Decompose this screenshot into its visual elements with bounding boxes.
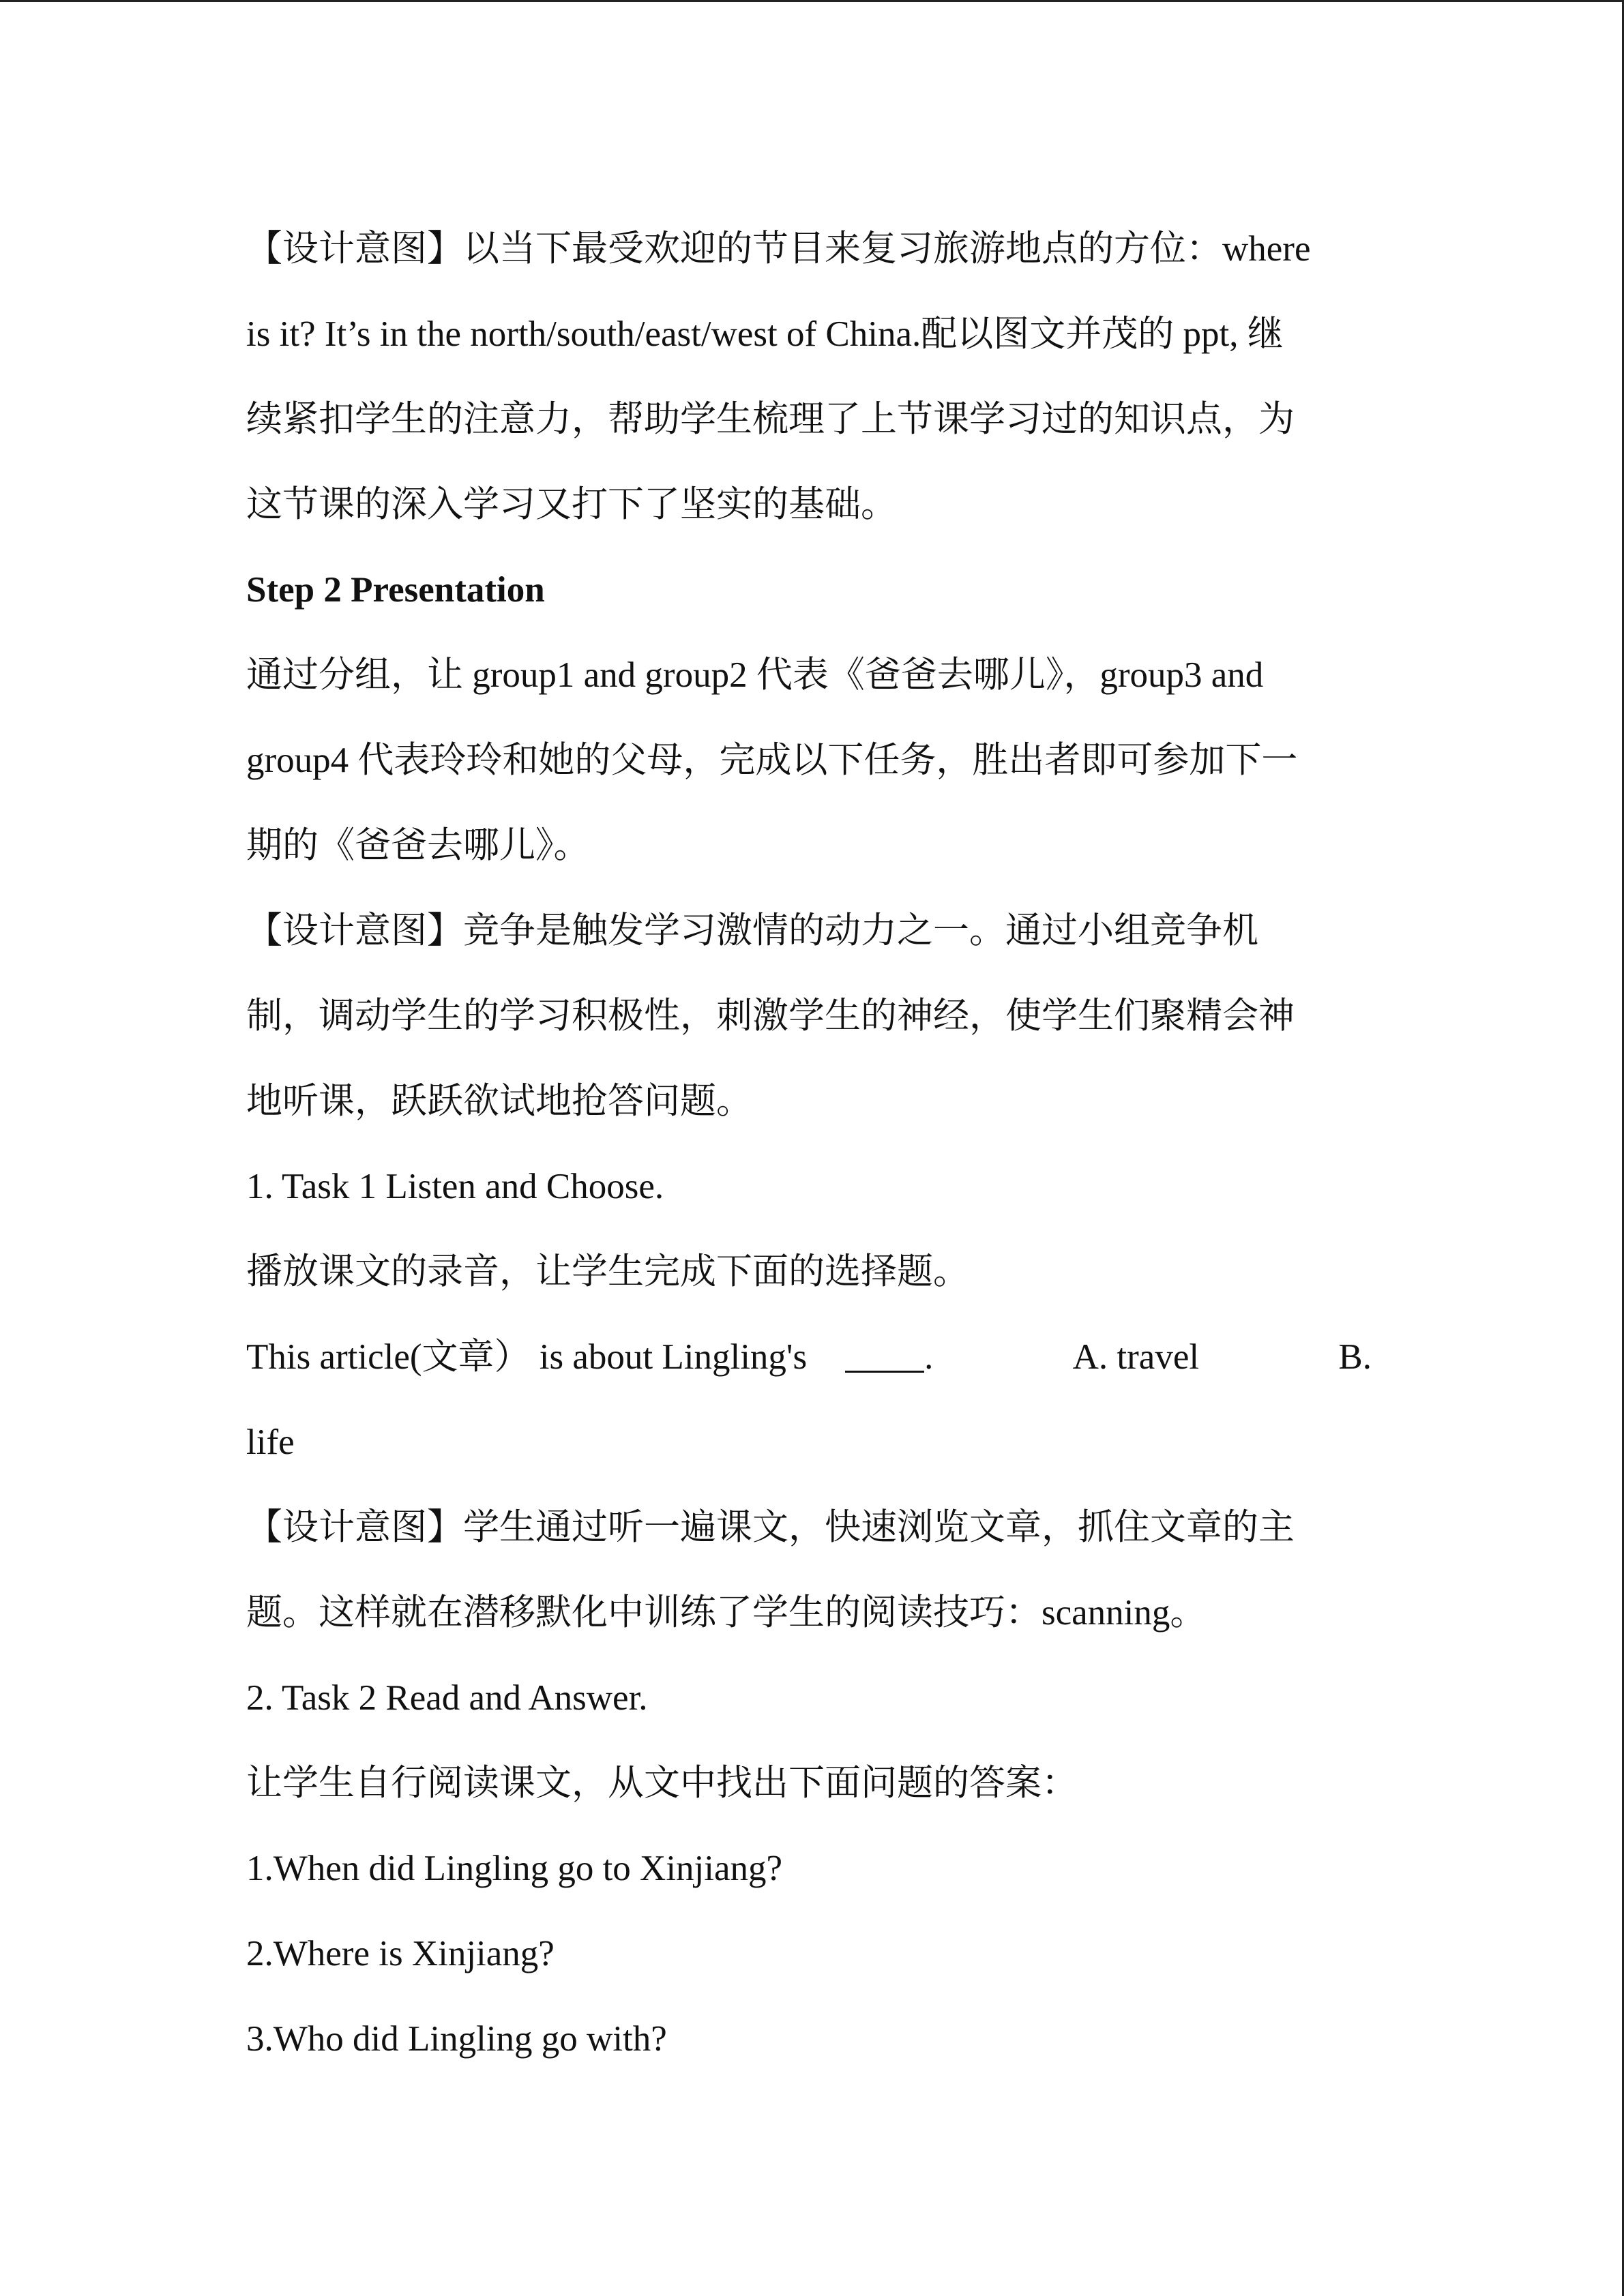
design-intent-1-line-2: is it? It’s in the north/south/east/west of China.配以图文并茂的 ppt, 继 xyxy=(246,314,1284,354)
design-intent-1-line-1: 【设计意图】以当下最受欢迎的节目来复习旅游地点的方位：where xyxy=(246,229,1311,269)
design-intent-2-line-1: 【设计意图】竞争是触发学习激情的动力之一。通过小组竞争机 xyxy=(246,911,1258,951)
step2-heading: Step 2 Presentation xyxy=(246,570,545,610)
task2-instruction: 让学生自行阅读课文，从文中找出下面问题的答案： xyxy=(246,1763,1078,1803)
task1-question-period: . xyxy=(924,1337,934,1377)
task1-instruction: 播放课文的录音，让学生完成下面的选择题。 xyxy=(246,1252,969,1292)
task1-question-stem-group xyxy=(246,1315,933,1400)
design-intent-3-line-1: 【设计意图】学生通过听一遍课文，快速浏览文章，抓住文章的主 xyxy=(246,1508,1295,1547)
task2-heading: 2. Task 2 Read and Answer. xyxy=(246,1678,648,1718)
design-intent-1-line-4: 这节课的深入学习又打下了坚实的基础。 xyxy=(246,485,897,524)
option-a: A. travel xyxy=(1072,1337,1200,1377)
design-intent-3-line-2: 题。这样就在潜移默化中训练了学生的阅读技巧：scanning。 xyxy=(246,1593,1207,1632)
option-b-label: B. xyxy=(1338,1337,1372,1377)
option-b-text: life xyxy=(246,1422,295,1462)
design-intent-2-line-2: 制，调动学生的学习积极性，刺激学生的神经，使学生们聚精会神 xyxy=(246,996,1295,1036)
task1-heading: 1. Task 1 Listen and Choose. xyxy=(246,1167,664,1206)
task1-question-line xyxy=(246,1315,1372,1400)
task2-question-1: 1.When did Lingling go to Xinjiang? xyxy=(246,1849,783,1888)
task1-question-stem: This article(文章） is about Lingling's xyxy=(246,1337,808,1377)
task2-question-2: 2.Where is Xinjiang? xyxy=(246,1934,555,1973)
answer-blank xyxy=(845,1343,924,1373)
grouping-line-3: 期的《爸爸去哪儿》。 xyxy=(246,826,590,865)
design-intent-2-line-3: 地听课，跃跃欲试地抢答问题。 xyxy=(246,1082,752,1121)
task2-question-3: 3.Who did Lingling go with? xyxy=(246,2019,667,2059)
document-body xyxy=(246,207,1378,2082)
design-intent-1-line-3: 续紧扣学生的注意力，帮助学生梳理了上节课学习过的知识点，为 xyxy=(246,400,1295,439)
grouping-line-2: group4 代表玲玲和她的父母，完成以下任务，胜出者即可参加下一 xyxy=(246,741,1298,780)
grouping-line-1: 通过分组，让 group1 and group2 代表《爸爸去哪儿》，group3 and xyxy=(246,655,1264,695)
